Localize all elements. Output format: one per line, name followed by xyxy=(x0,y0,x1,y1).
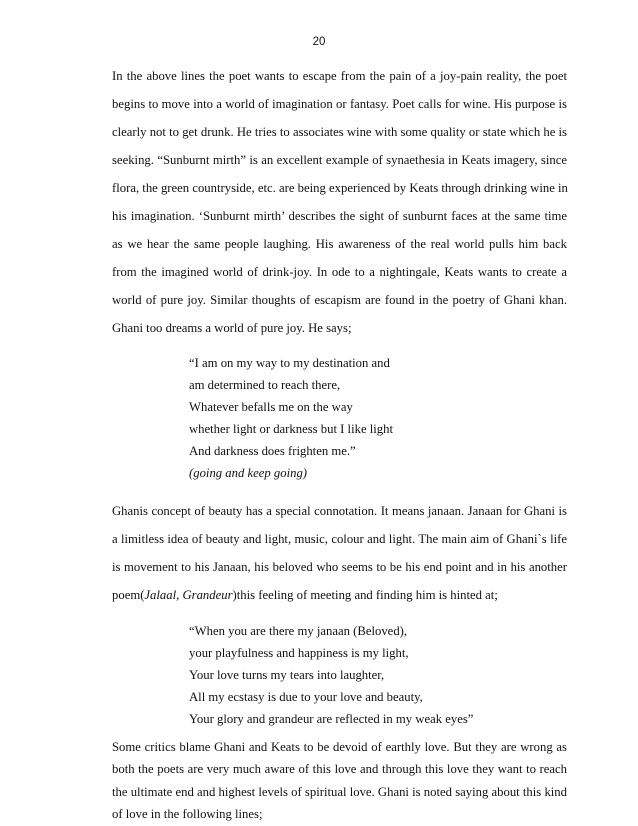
paragraph-2-last-line xyxy=(112,587,498,603)
paragraph-2-line: a limitless idea of beauty and light, music, colour and light. The main aim of Ghani`s life xyxy=(112,532,567,546)
paragraph-2-text: )this feeling of meeting and finding him is hinted at; xyxy=(232,588,498,602)
paragraph-1-line: as we hear the same people laughing. His awareness of the real world pulls him back xyxy=(112,237,567,251)
paragraph-3-line: Some critics blame Ghani and Keats to be devoid of earthly love. But they are wrong as xyxy=(112,740,567,754)
paragraph-1-line: from the imagined world of drink-joy. In ode to a nightingale, Keats wants to create a xyxy=(112,265,567,279)
verse-2-line: Your love turns my tears into laughter, xyxy=(189,668,385,682)
verse-2-line: your playfulness and happiness is my light, xyxy=(189,646,409,660)
verse-2-line: All my ecstasy is due to your love and beauty, xyxy=(189,690,423,704)
paragraph-2-text: poem( xyxy=(112,588,145,602)
paragraph-2-line: Ghanis concept of beauty has a special connotation. It means janaan. Janaan for Ghani is xyxy=(112,504,567,518)
paragraph-1-line: his imagination. ‘Sunburnt mirth’ describes the sight of sunburnt faces at the same time xyxy=(112,209,567,223)
poem-title: Jalaal, Grandeur xyxy=(144,588,233,602)
paragraph-1-line: world of pure joy. Similar thoughts of escapism are found in the poetry of Ghani khan. xyxy=(112,293,567,307)
verse-1-line: “I am on my way to my destination and xyxy=(189,356,390,370)
paragraph-1-line: flora, the green countryside, etc. are being experienced by Keats through drinking wine in xyxy=(112,181,568,195)
paragraph-3-line: of love in the following lines; xyxy=(112,807,263,821)
verse-2-line: Your glory and grandeur are reflected in my weak eyes” xyxy=(189,712,474,726)
paragraph-1-line: In the above lines the poet wants to escape from the pain of a joy-pain reality, the poet xyxy=(112,69,567,83)
paragraph-3-line: the ultimate end and highest levels of spiritual love. Ghani is noted saying about this kind xyxy=(112,785,567,799)
verse-1-line: And darkness does frighten me.” xyxy=(189,444,356,458)
paragraph-2-line: is movement to his Janaan, his beloved who seems to be his end point and in his another xyxy=(112,560,567,574)
verse-2-line: “When you are there my janaan (Beloved), xyxy=(189,624,408,638)
paragraph-1-line: begins to move into a world of imagination or fantasy. Poet calls for wine. His purpose is xyxy=(112,97,567,111)
verse-1-line: whether light or darkness but I like light xyxy=(189,422,394,436)
verse-1-line: am determined to reach there, xyxy=(189,378,341,392)
verse-1-line: Whatever befalls me on the way xyxy=(189,400,353,414)
paragraph-3-line: both the poets are very much aware of this love and through this love they want to reach xyxy=(112,762,567,776)
paragraph-1-line: Ghani too dreams a world of pure joy. He says; xyxy=(112,321,352,335)
paragraph-1-line: seeking. “Sunburnt mirth” is an excellent example of synaethesia in Keats imagery, since xyxy=(112,153,567,167)
verse-1-source: (going and keep going) xyxy=(189,466,308,480)
page-number: 20 xyxy=(312,36,326,48)
paragraph-1-line: clearly not to get drunk. He tries to associates wine with some quality or state which he is xyxy=(112,125,567,139)
